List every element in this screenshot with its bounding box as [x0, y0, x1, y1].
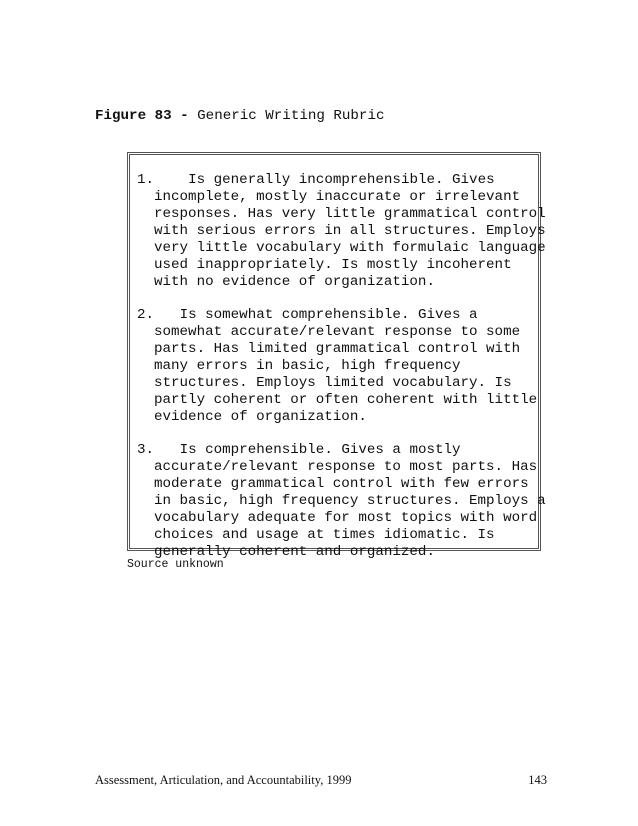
rubric-item-text: Is somewhat comprehensible. Gives a somewhat accurate/relevant response to some parts. Has limited grammatical control with many errors in basic, high frequency structures. Employs limited vocabulary. Is partly coherent or often coherent with little evidence of organization. [154, 307, 538, 425]
figure-title [95, 108, 384, 125]
page-number: 143 [528, 773, 547, 787]
rubric-item-number: 1. [137, 172, 189, 188]
figure-caption: Generic Writing Rubric [188, 108, 385, 124]
rubric-item-3 [137, 442, 547, 561]
rubric-list [137, 172, 547, 577]
source-note: Source unknown [127, 558, 224, 571]
rubric-item-text: Is comprehensible. Gives a mostly accurate/relevant response to most parts. Has moderate grammatical control with few errors in basic, high frequency structures. Employs a vocabulary adequate for most topics with word choices and usage at times idiomatic. Is generally coherent and organized. [154, 442, 546, 560]
rubric-item-number: 3. [137, 442, 180, 458]
rubric-item-text: Is generally incomprehensible. Gives incomplete, mostly inaccurate or irrelevant responses. Has very little grammatical control with serious errors in all structures. Employs very little vocabulary with formulaic language used inappropriately. Is mostly incoherent with no evidence of organization. [154, 172, 546, 290]
figure-label: Figure 83 - [95, 108, 189, 124]
rubric-item-2 [137, 307, 547, 426]
rubric-item-1 [137, 172, 547, 291]
footer-publication: Assessment, Articulation, and Accountability, 1999 [95, 773, 352, 787]
rubric-item-number: 2. [137, 307, 180, 323]
